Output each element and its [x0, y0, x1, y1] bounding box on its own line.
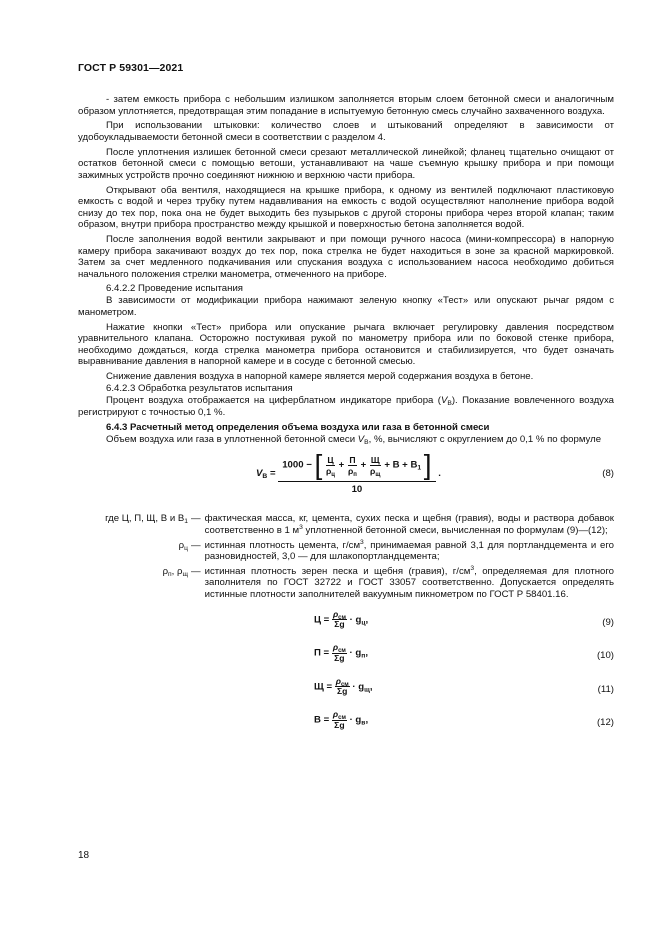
formula-12: В = $\rho_{см}$ Σg · $g_в$, (12) [314, 709, 614, 730]
paragraph: В зависимости от модификации прибора нажимают зеленую кнопку «Тест» или опускают рычаг рядом с манометром. [78, 295, 614, 318]
document-header: ГОСТ Р 59301—2021 [78, 62, 184, 74]
formula-8: $V_В$ = 1000 − [ Ц $\rho_ц$ + П $\rho_п$ + Щ $\rho_щ$ + $В + В_1$ ] 10 . (8) [256, 449, 614, 496]
formula-number: (8) [602, 468, 614, 480]
paragraph: Объем воздуха или газа в уплотненной бетонной смеси $V_В$, %, вычисляют с округлением до 0,1 % по формуле [106, 433, 602, 446]
section-heading: 6.4.2.2 Проведение испытания [106, 283, 243, 295]
paragraph: - затем емкость прибора с небольшим излишком заполняется вторым слоем бетонной смеси и аналогичным образом уплотняется, предотвращая этим попадание в испытуемую бетонную смесь случайно захваченного воздуха. [78, 94, 614, 117]
formula-number: (9) [602, 616, 614, 628]
section-heading: 6.4.3 Расчетный метод определения объема воздуха или газа в бетонной смеси [106, 421, 490, 433]
paragraph: После уплотнения излишек бетонной смеси срезают металлической линейкой; фланец тщательно очищают от остатков бетонной смеси с помощью ветоши, устанавливают на чаше съемную крышку прибора и при помощи зажимных устройств прочно соединяют нижнюю и верхнюю части прибора. [78, 146, 614, 181]
formula-number: (12) [596, 717, 614, 729]
paragraph: Открывают оба вентиля, находящиеся на крышке прибора, к одному из вентилей подключают пластиковую емкость с водой и через трубку путем надавливания на емкость с водой осуществляют наполнение прибора водой снизу до тех пор, пока она не будет выходить без пузырьков с другой стороны прибора через второй клапан; таким образом, внутри прибора пространство между крышкой и поверхностью бетона заполняется водой. [78, 184, 614, 231]
paragraph: Нажатие кнопки «Тест» прибора или опускание рычага включает регулировку давления посредством уравнительного клапана. Осторожно постукивая рукой по манометру прибора или по боковой стенке прибора, необходимо дождаться, когда стрелка манометра прибора остановится и стабилизируется, что будет означать выравнивание давления в напорной камере и в сосуде с бетонной смесью. [78, 321, 614, 368]
formula-number: (10) [596, 650, 614, 662]
page-number: 18 [78, 850, 90, 861]
formula-11: Щ = $\rho_{см}$ Σg · $g_щ$, (11) [314, 675, 614, 697]
definition-item: где Ц, П, Щ, В и $В_1$ — фактическая масса, кг, цемента, сухих песка и щебня (гравия), воды и раствора добавок соответственно в 1 $м^3$ уплотненной бетонной смеси, вычисленная по формулам (9)—(12); [105, 513, 614, 536]
paragraph: Процент воздуха отображается на циферблатном индикаторе прибора $(V_В)$. Показание вовлеченного воздуха регистрируют с точностью 0,1 %. [78, 395, 615, 418]
formula-number: (11) [597, 683, 614, 695]
document-body [78, 94, 614, 734]
definition-item: $\rho_ц$ — истинная плотность цемента, $г/см^3$, принимаемая равной 3,1 для портландцемента и его разновидностей, 3,0 — для шлакопортландцемента; [178, 538, 614, 563]
paragraph: После заполнения водой вентили закрывают и при помощи ручного насоса (мини-компрессора) в напорную камеру прибора закачивают воздух до тех пор, пока стрелка не будет находиться в зоне за красной маркировкой. Затем за счет медленного подкачивания или спускания воздуха с использованием насоса необходимо добиться начального положения стрелки манометра, отмеченного на приборе. [78, 234, 614, 280]
formula-10: П = $\rho_{см}$ Σg · $g_п$, (10) [314, 642, 614, 663]
section-heading: 6.4.2.3 Обработка результатов испытания [106, 383, 293, 395]
formula-9: Ц = $\rho_{см}$ Σg · $g_ц$, (9) [314, 608, 614, 630]
definitions-list [78, 513, 614, 600]
paragraph: Снижение давления воздуха в напорной камере является мерой содержания воздуха в бетоне. [106, 371, 534, 383]
definition-item: $\rho_п$, $\rho_щ$ — истинная плотность зерен песка и щебня (гравия), $г/см^3$, определяемая для плотного заполнителя по ГОСТ 32722 и ГОСТ 33057 соответственно. Допускается определять истинные плотности заполнителей вакуумным пикнометром по ГОСТ Р 58401.16. [162, 564, 614, 600]
paragraph: При использовании штыковки: количество слоев и штыкований определяют в зависимости от удобоукладываемости бетонной смеси в соответствии с разделом 4. [78, 120, 614, 143]
